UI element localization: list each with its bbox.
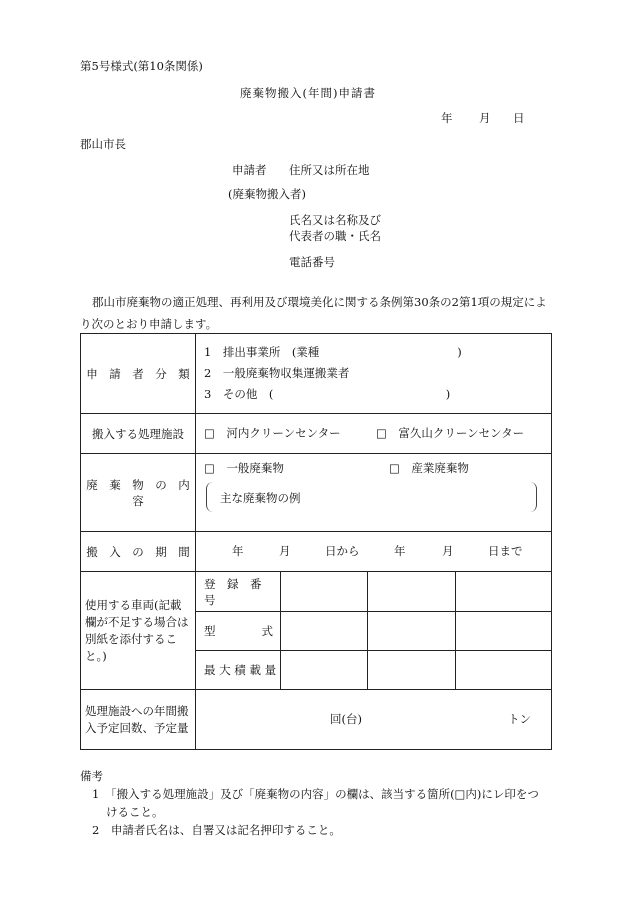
row-vehicle-reg: [81, 572, 552, 612]
form-number: 第5号様式(第10条関係): [80, 59, 203, 73]
date-day: 日: [513, 111, 525, 125]
period-month-1: 月: [279, 543, 291, 558]
note-1-line1: 1 「搬入する処理施設」及び「廃棄物の内容」の欄は、該当する箇所(□内)にレ印をつ: [92, 787, 539, 801]
registration-number-cell-2[interactable]: [368, 572, 456, 612]
date-year: 年: [441, 111, 453, 125]
checkbox-general-waste[interactable]: □ 一般廃棄物: [204, 461, 284, 475]
max-load-cell-1[interactable]: [281, 651, 368, 690]
registration-number-cell-3[interactable]: [456, 572, 552, 612]
period-from: 日から: [325, 543, 360, 558]
page-title: 廃棄物搬入(年間)申請書: [240, 86, 376, 100]
model-cell-1[interactable]: [281, 612, 368, 651]
checkbox-kouchi-clean-center[interactable]: □ 河内クリーンセンター: [204, 425, 341, 440]
max-load-label: 最 大 積 載 量: [196, 651, 281, 690]
period-label: 搬 入 の 期 間: [81, 532, 196, 572]
application-table: [80, 333, 552, 750]
date-month: 月: [479, 111, 491, 125]
annual-plan-label: 処理施設への年間搬 入予定回数、予定量: [81, 690, 196, 750]
period-year-1: 年: [232, 543, 244, 558]
registration-number-label: 登 録 番 号: [196, 572, 281, 612]
row-facility: [81, 414, 552, 454]
max-load-cell-2[interactable]: [368, 651, 456, 690]
checkbox-industrial-waste[interactable]: □ 産業廃棄物: [389, 461, 469, 475]
option-other[interactable]: 3 その他 ( ): [204, 387, 451, 401]
right-bracket: [530, 482, 537, 512]
body-text-line2: り次のとおり申請します。: [80, 317, 218, 331]
phone-label: 電話番号: [289, 255, 335, 269]
waste-contents-label: 廃 棄 物 の 内 容: [81, 454, 196, 532]
notes-heading: 備考: [80, 769, 103, 783]
left-bracket: [206, 482, 213, 512]
model-label: 型 式: [196, 612, 281, 651]
option-general-waste-carrier[interactable]: 2 一般廃棄物収集運搬業者: [204, 366, 350, 380]
model-cell-2[interactable]: [368, 612, 456, 651]
applicant-class-label: 申 請 者 分 類: [81, 334, 196, 414]
applicant-label: 申請者: [232, 163, 267, 177]
annual-plan-value-cell[interactable]: [196, 690, 552, 750]
checkbox-fukuyama-clean-center[interactable]: □ 富久山クリーンセンター: [376, 425, 525, 440]
max-load-cell-3[interactable]: [456, 651, 552, 690]
row-annual-plan: [81, 690, 552, 750]
applicant-sub-label: (廃棄物搬入者): [228, 187, 306, 201]
waste-example-label: 主な廃棄物の例: [220, 491, 301, 505]
period-year-2: 年: [394, 543, 406, 558]
body-text-line1: 郡山市廃棄物の適正処理、再利用及び環境美化に関する条例第30条の2第1項の規定によ: [92, 295, 547, 309]
registration-number-cell-1[interactable]: [281, 572, 368, 612]
waste-example-box[interactable]: [206, 482, 537, 512]
addressee: 郡山市長: [80, 137, 126, 151]
row-period: [81, 532, 552, 572]
facility-label: 搬入する処理施設: [81, 414, 196, 454]
address-label: 住所又は所在地: [289, 163, 370, 177]
model-cell-3[interactable]: [456, 612, 552, 651]
row-waste-contents: [81, 454, 552, 532]
option-discharge-office[interactable]: 1 排出事業所 (業種 ): [204, 345, 462, 359]
note-2: 2 申請者氏名は、自署又は記名押印すること。: [92, 823, 341, 837]
name-label-line1: 氏名又は名称及び: [289, 213, 381, 227]
vehicle-label: 使用する車両(記載 欄が不足する場合は 別紙を添付するこ と。): [81, 572, 196, 690]
row-applicant-class: [81, 334, 552, 414]
name-label-line2: 代表者の職・氏名: [289, 229, 381, 243]
annual-amount-unit: トン: [508, 711, 531, 726]
note-1-line2: けること。: [106, 805, 164, 819]
annual-count-unit: 回(台): [330, 711, 362, 726]
period-until: 日まで: [488, 543, 523, 558]
period-month-2: 月: [442, 543, 454, 558]
